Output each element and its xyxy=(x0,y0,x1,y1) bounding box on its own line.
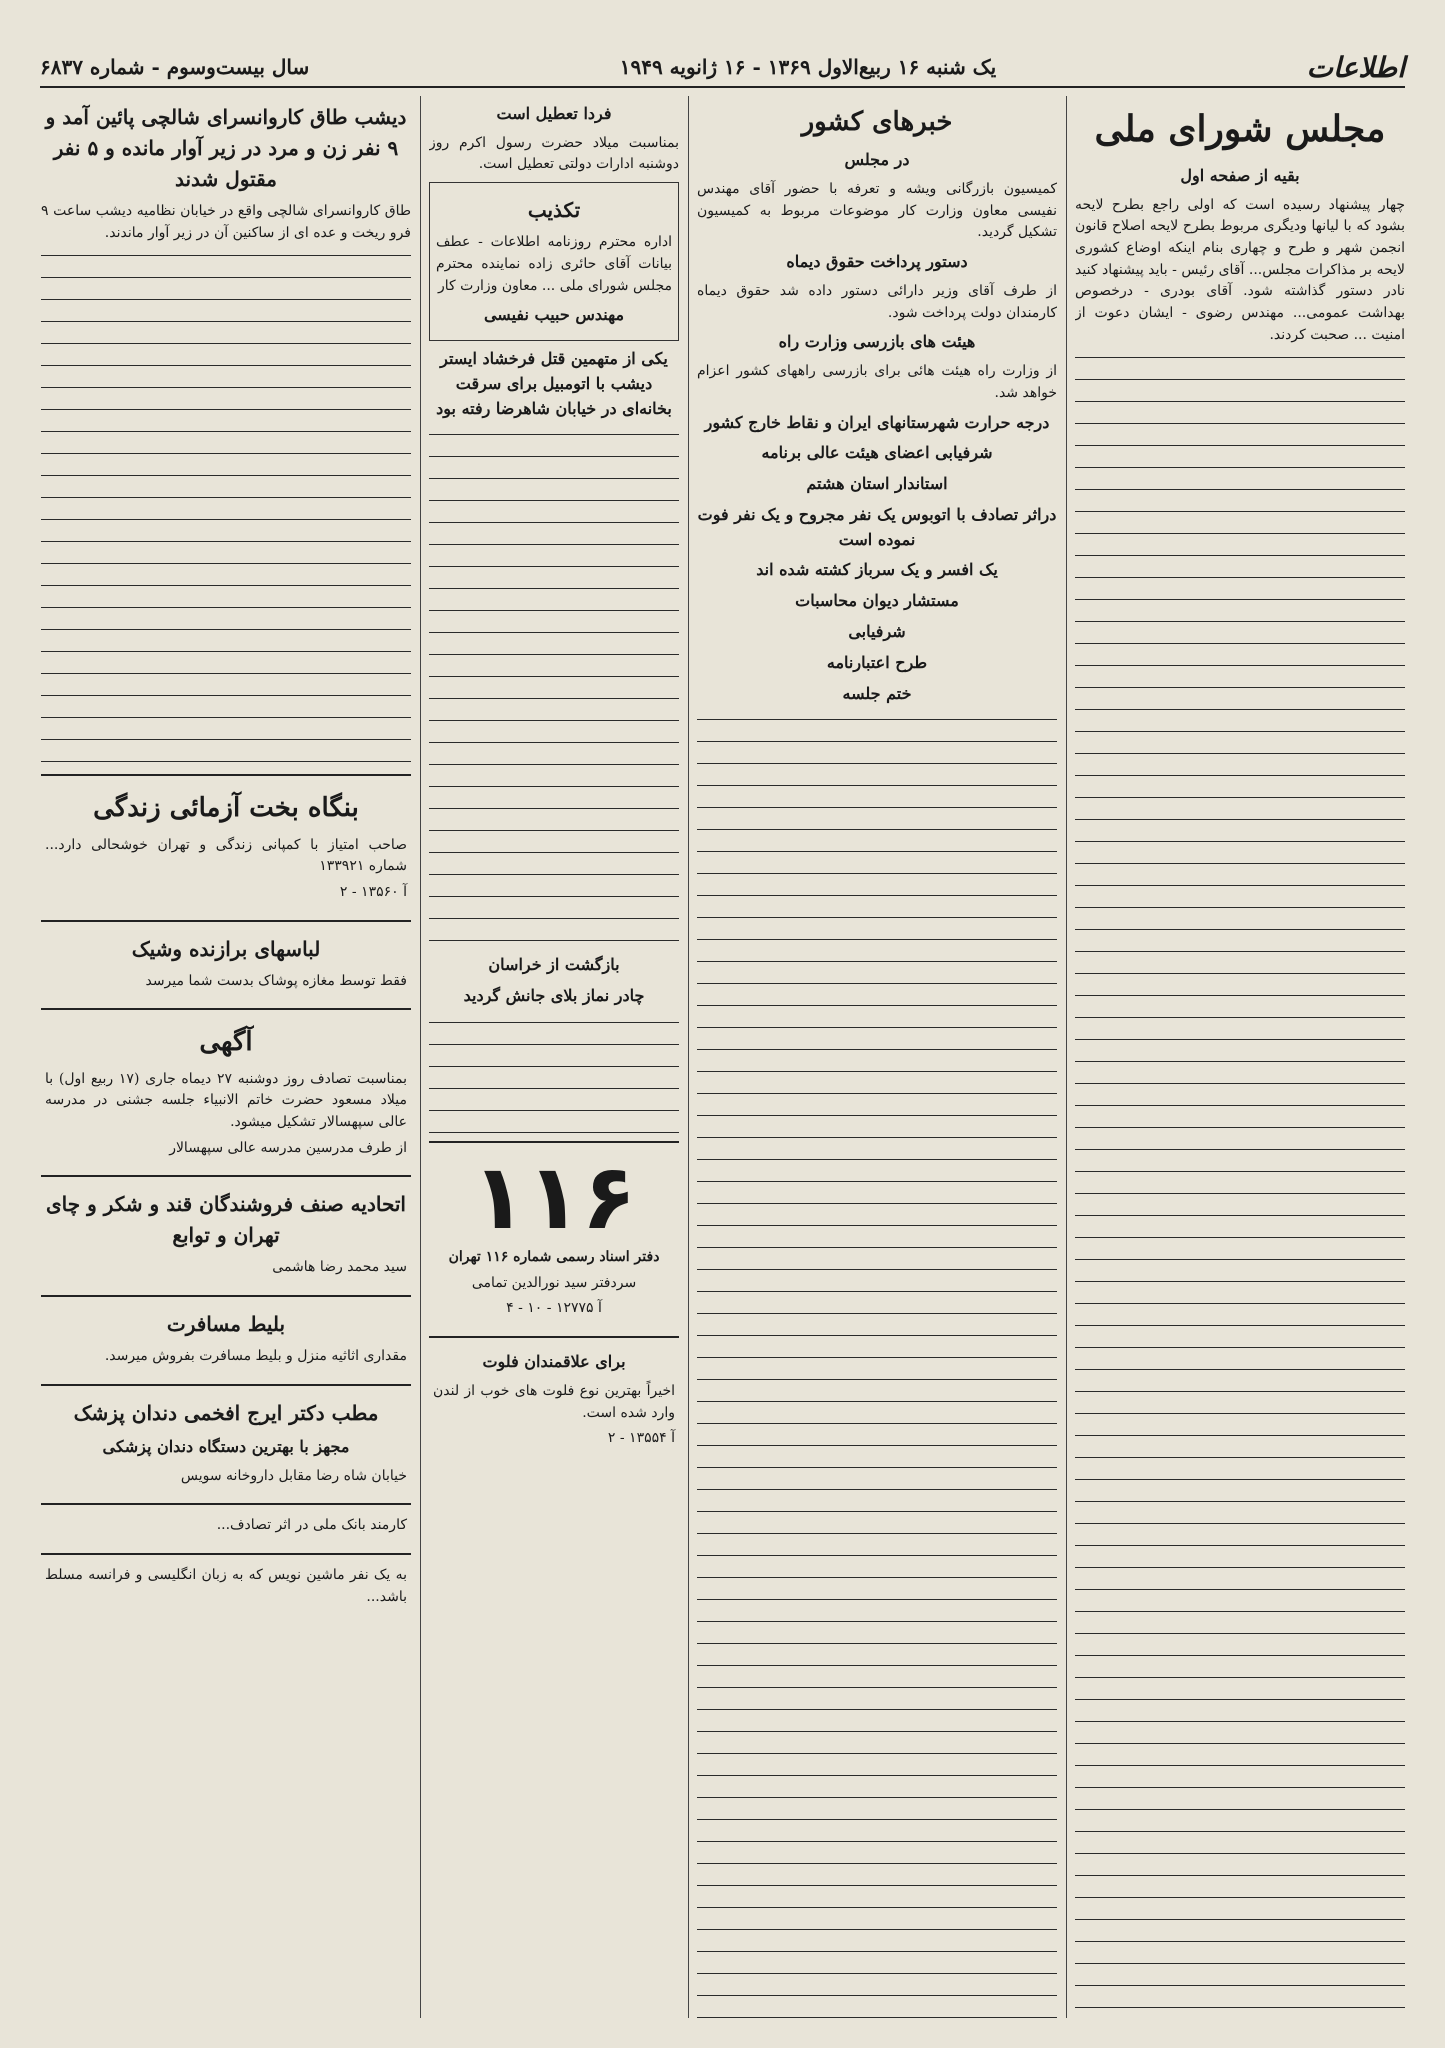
news-title: ختم جلسه xyxy=(842,683,912,703)
article-title-parliament: مجلس شورای ملی xyxy=(1094,108,1386,150)
ad-body: خیابان شاه رضا مقابل داروخانه سویس xyxy=(180,1467,407,1484)
ad-title: لباسهای برازنده وشیک xyxy=(131,936,321,961)
typist-ad xyxy=(41,1553,411,1618)
ad-body: کارمند بانک ملی در اثر تصادف... xyxy=(216,1517,407,1534)
text-block xyxy=(429,1015,679,1135)
column-divider xyxy=(688,96,689,2018)
clothing-ad xyxy=(41,920,411,1003)
ad-signature: سید محمد رضا هاشمی xyxy=(272,1259,407,1276)
lottery-ad xyxy=(41,774,411,913)
ad-body: به یک نفر ماشین نویس که به زبان انگلیسی و فرانسه مسلط باشد... xyxy=(45,1567,407,1605)
text-block xyxy=(1075,350,1405,2018)
box-body: اداره محترم روزنامه اطلاعات - عطف بیانات آقای حائری زاده نماینده محترم مجلس شورای ملی ... معاون وزارت کار xyxy=(436,234,672,294)
news-body: از طرف آقای وزیر دارائی دستور داده شد حقوق دیماه کارمندان دولت پرداخت شود. xyxy=(697,282,1057,321)
column-divider xyxy=(1066,96,1067,2018)
ad-code: آ ۱۳۵۵۴ - ۲ xyxy=(607,1430,675,1447)
news-title: مستشار دیوان محاسبات xyxy=(795,591,959,611)
news-title: طرح اعتبارنامه xyxy=(826,652,928,672)
notary-number: ۱۱۶ xyxy=(471,1145,637,1251)
column-divider xyxy=(420,96,421,2018)
column-country-news xyxy=(697,96,1057,2018)
news-title: هیئت های بازرسی وزارت راه xyxy=(778,332,976,352)
news-title: دستور پرداخت حقوق دیماه xyxy=(786,252,968,272)
news-title: فردا تعطیل است xyxy=(496,104,612,123)
article-body: طاق کاروانسرای شالچی واقع در خیابان نظامیه دیشب ساعت ۹ فرو ریخت و عده ای از ساکنین آن در زیر آوار ماندند. xyxy=(41,203,411,241)
news-title: درجه حرارت شهرستانهای ایران و نقاط خارج کشور xyxy=(704,412,1050,432)
news-title: یکی از متهمین قتل فرخشاد ایستر دیشب با اتومبیل برای سرقت بخانه‌ای در خیابان شاهرضا رفته بود xyxy=(436,349,672,418)
news-title: دراثر تصادف با اتوبوس یک نفر مجروح و یک نفر فوت نموده است xyxy=(697,504,1057,549)
news-title: چادر نماز بلای جانش گردید xyxy=(463,986,645,1006)
page-header xyxy=(40,48,1405,88)
union-ad xyxy=(41,1175,411,1289)
ad-body: فقط توسط مغازه پوشاک بدست شما میرسد xyxy=(145,972,407,989)
header-issue: سال بیست‌وسوم - شماره ۶۸۳۷ xyxy=(40,55,310,79)
text-block xyxy=(41,248,411,768)
ad-body: مقداری اثاثیه منزل و بلیط مسافرت بفروش میرسد. xyxy=(104,1348,407,1365)
masthead-logo: اطلاعات xyxy=(1306,50,1405,84)
article-subtitle: بقیه از صفحه اول xyxy=(1180,165,1300,185)
ad-title: بلیط مسافرت xyxy=(166,1312,286,1337)
dentist-ad xyxy=(41,1384,411,1497)
ad-body: اخیراً بهترین نوع فلوت های خوب از لندن وارد شده است. xyxy=(433,1382,675,1421)
ad-title: برای علاقمندان فلوت xyxy=(482,1352,626,1372)
column-left xyxy=(41,96,411,2018)
notary-text: دفتر اسناد رسمی شماره ۱۱۶ تهران xyxy=(448,1249,660,1266)
notary-ad xyxy=(429,1141,679,1330)
box-title: تکذیب xyxy=(527,198,581,223)
box-signature: مهندس حبیب نفیسی xyxy=(483,305,625,325)
news-title: شرفیابی اعضای هیئت عالی برنامه xyxy=(761,443,993,463)
ad-subtitle: مجهز با بهترین دستگاه دندان پزشکی xyxy=(102,1436,350,1456)
notary-code: آ ۱۲۷۷۵ - ۱۰ - ۴ xyxy=(506,1300,602,1317)
travel-ad xyxy=(41,1295,411,1378)
column-middle xyxy=(429,96,679,2018)
news-title: یک افسر و یک سرباز کشته شده اند xyxy=(756,560,998,580)
ad-title: اتحادیه صنف فروشندگان قند و شکر و چای تهران و توابع xyxy=(46,1192,406,1248)
ad-title: مطب دکتر ایرج افخمی دندان پزشک xyxy=(73,1400,379,1425)
notice-ad xyxy=(41,1008,411,1169)
article-title-caravanserai: دیشب طاق کاروانسرای شالچی پائین آمد و ۹ نفر زن و مرد در زیر آوار مانده و ۵ نفر مقتول شدند xyxy=(45,105,407,191)
ad-signature: از طرف مدرسین مدرسه عالی سپهسالار xyxy=(169,1139,407,1156)
column-parliament xyxy=(1075,96,1405,2018)
news-body: کمیسیون بازرگانی ویشه و تعرفه با حضور آقای مهندس نفیسی معاون وزارت کار موضوعات مربوط به کمیسیون تشکیل گردید. xyxy=(697,181,1057,241)
news-title: شرفیابی xyxy=(848,622,906,642)
news-body: بمناسبت میلاد حضرت رسول اکرم روز دوشنبه ادارات دولتی تعطیل است. xyxy=(429,134,679,173)
ad-title: آگهی xyxy=(199,1027,253,1058)
flute-ad xyxy=(429,1336,679,1460)
news-title: استاندار استان هشتم xyxy=(806,474,948,494)
text-block xyxy=(697,712,1057,2018)
ad-body: بمناسبت تصادف روز دوشنبه ۲۷ دیماه جاری (۱۷ ربیع اول) با میلاد مسعود حضرت خاتم الانبیاء جلسه جشنی در مدرسه عالی سپهسالار تشکیل میشود. xyxy=(45,1070,408,1131)
ad-code: آ ۱۳۵۶۰ - ۲ xyxy=(339,884,407,901)
text-block xyxy=(429,427,679,947)
news-title: بازگشت از خراسان xyxy=(488,955,620,975)
news-title: در مجلس xyxy=(844,150,910,170)
bank-ad xyxy=(41,1503,411,1547)
article-body: چهار پیشنهاد رسیده است که اولی راجع بطرح لایحه بشود که با لیانها ودیگری مربوط بطرح لایحه اصلاح قانون انجمن شهر و طرح و چهاری بنام اینکه اوضاع کشوری لایحه بر مذاکرات مجلس... آقای رئیس - باید پیشنهاد کنید نادر دستور گذاشته شود. آقای بودری - درخصوص بهداشت عمومی... مهندس رضوی - ایشان دعوت از امنیت ... صحبت کردند. xyxy=(1075,196,1405,343)
ad-body: صاحب امتیاز با کمپانی زندگی و تهران خوشحالی دارد... شماره ۱۳۳۹۲۱ xyxy=(45,836,407,875)
denial-box xyxy=(429,182,679,341)
header-date: یک شنبه ۱۶ ربیع‌الاول ۱۳۶۹ - ۱۶ ژانویه ۱۹۴۹ xyxy=(619,55,997,79)
section-title-country-news: خبرهای کشور xyxy=(801,107,953,137)
news-body: از وزارت راه هیئت هائی برای بازرسی راههای کشور اعزام خواهد شد. xyxy=(697,363,1057,401)
ad-title: بنگاه بخت آزمائی زندگی xyxy=(93,793,359,824)
notary-name: سردفتر سید نورالدین تمامی xyxy=(471,1274,637,1291)
